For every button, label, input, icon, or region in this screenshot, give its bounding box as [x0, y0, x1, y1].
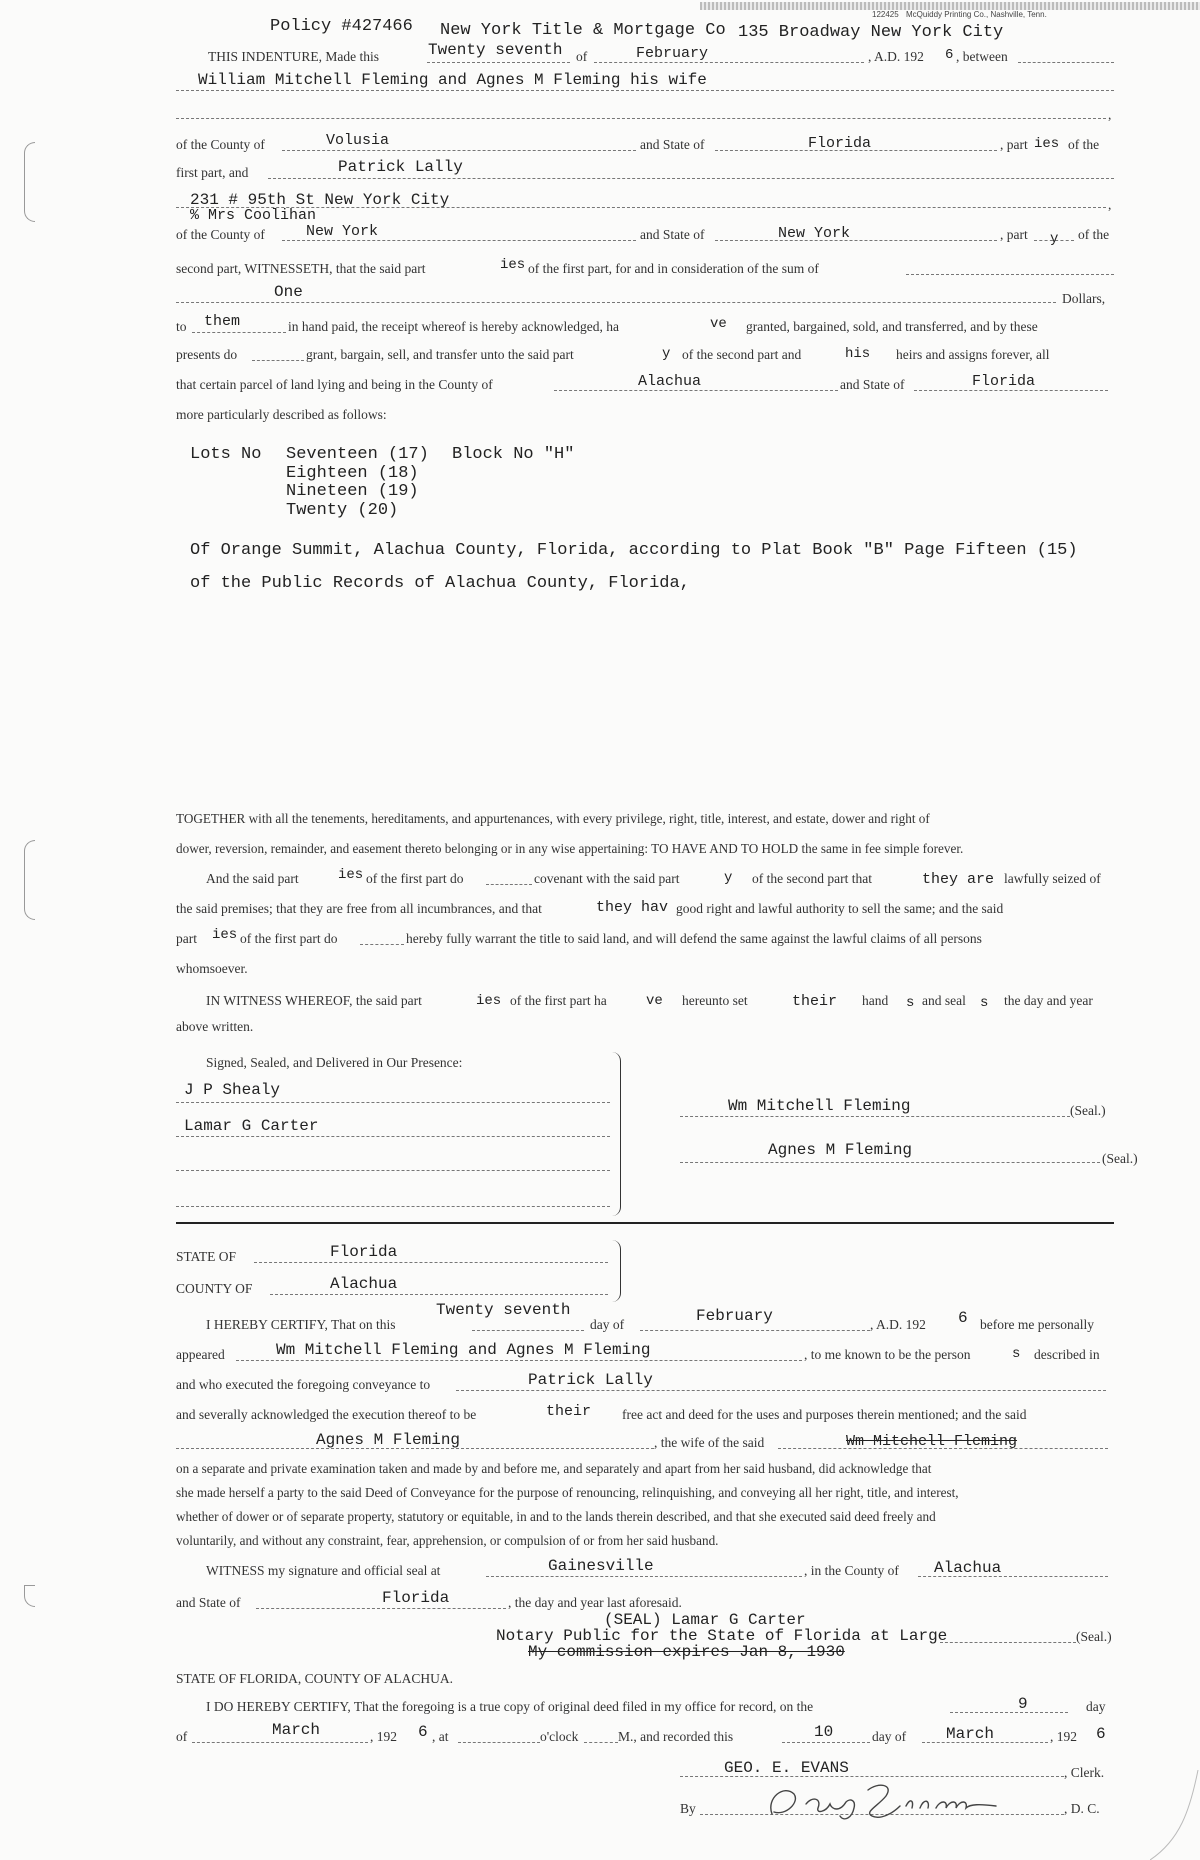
- witness-day-year: the day and year: [1004, 993, 1093, 1008]
- seal-label-2: (Seal.): [1102, 1151, 1138, 1166]
- indenture-between-label: , between: [956, 49, 1008, 64]
- described-label: more particularly described as follows:: [176, 407, 387, 422]
- signer-2: Agnes M Fleming: [768, 1141, 913, 1159]
- ack-day-label: day of: [590, 1317, 625, 1332]
- ack-executed-label: and who executed the foregoing conveyance to: [176, 1377, 431, 1392]
- grantor-state: Florida: [808, 135, 872, 152]
- filed-year-digit: 6: [418, 1723, 428, 1741]
- party-label: , part: [1000, 137, 1028, 152]
- ack-county: Alachua: [330, 1275, 398, 1293]
- witness-ies: ies: [476, 993, 502, 1009]
- state-label-2: and State of: [640, 227, 705, 242]
- covenant-label: And the said part: [206, 871, 299, 886]
- witness-signature-2: Lamar G Carter: [184, 1117, 319, 1135]
- recorded-label: M., and recorded this: [618, 1729, 734, 1744]
- seal-label-1: (Seal.): [1070, 1103, 1106, 1118]
- state-label: and State of: [640, 137, 705, 152]
- recorded-day: 10: [814, 1723, 834, 1741]
- deputy-clerk-signature: [760, 1776, 1020, 1826]
- presents-heirs: heirs and assigns forever, all: [896, 347, 1050, 362]
- of-the-label: of the: [1068, 137, 1100, 152]
- section-rule: [176, 1222, 1114, 1224]
- notary-seal-label: (Seal.): [1076, 1629, 1112, 1644]
- premises-authority: good right and lawful authority to sell the same; and the said: [676, 901, 1004, 916]
- witness-hereunto: hereunto set: [682, 993, 748, 1008]
- parcel-county: Alachua: [638, 373, 702, 390]
- notary-seal-name: (SEAL) Lamar G Carter: [604, 1611, 806, 1629]
- ack-day: Twenty seventh: [436, 1301, 571, 1319]
- ack-paragraph-2: she made herself a party to the said Deed of Conveyance for the purpose of renouncing, relinquishing, and conveying all her right, title, and interest,: [176, 1485, 959, 1500]
- lot-4: Twenty (20): [286, 501, 399, 520]
- witness-first-part: of the first part ha: [510, 993, 607, 1008]
- ack-state: Florida: [330, 1243, 398, 1261]
- covenant-y: y: [724, 870, 733, 886]
- ack-month: February: [696, 1307, 773, 1325]
- consideration-sum: One: [274, 283, 303, 301]
- witness-s1: s: [906, 995, 915, 1011]
- ack-in-county: Alachua: [934, 1559, 1002, 1577]
- warrant-ies: ies: [212, 927, 238, 943]
- ack-brace: [612, 1240, 621, 1302]
- binder-mark-bottom: [24, 1585, 35, 1607]
- recorded-year-digit: 6: [1096, 1725, 1106, 1743]
- witnesseth-consideration: of the first part, for and in consideration of the sum of: [528, 261, 819, 276]
- presents-y: y: [662, 346, 671, 362]
- grantee-county: New York: [306, 223, 379, 240]
- title-company: New York Title & Mortgage Co: [440, 21, 726, 40]
- ack-wife: Agnes M Fleming: [316, 1431, 461, 1449]
- of-the-label-2: of the: [1078, 227, 1110, 242]
- county-label-2: of the County of: [176, 227, 265, 242]
- recording-certify: I DO HEREBY CERTIFY, That the foregoing is a true copy of original deed filed in my office for record, on the: [206, 1699, 814, 1714]
- presents-second-part: of the second part and: [682, 347, 802, 362]
- lot-2: Eighteen (18): [286, 464, 419, 483]
- notary-commission: My commission expires Jan 8, 1930: [528, 1643, 845, 1661]
- filed-month: March: [272, 1721, 321, 1739]
- party-label-2: , part: [1000, 227, 1028, 242]
- warrant-first-part: of the first part do: [240, 931, 338, 946]
- grantee-party-suffix: y: [1050, 231, 1059, 247]
- covenant-second-part: of the second part that: [752, 871, 872, 886]
- witness-signature-1: J P Shealy: [184, 1081, 281, 1099]
- ack-paragraph-4: voluntarily, and without any constraint, fear, apprehension, or compulsion of or from her said husband.: [176, 1533, 719, 1548]
- indenture-month: February: [636, 45, 709, 62]
- signer-1: Wm Mitchell Fleming: [728, 1097, 911, 1115]
- ack-wife-label: , the wife of the said: [654, 1435, 765, 1450]
- recorded-month: March: [946, 1725, 995, 1743]
- dollars-label: Dollars,: [1062, 291, 1106, 306]
- ack-appeared-label: appeared: [176, 1347, 225, 1362]
- filed-day: 9: [1018, 1695, 1028, 1713]
- ack-described-in: described in: [1034, 1347, 1100, 1362]
- recording-heading: STATE OF FLORIDA, COUNTY OF ALACHUA.: [176, 1671, 454, 1686]
- ack-certify-label: I HEREBY CERTIFY, That on this: [206, 1317, 396, 1332]
- clerk-name: GEO. E. EVANS: [724, 1759, 849, 1777]
- warrant-text: hereby fully warrant the title to said land, and will defend the same against the lawful claims of all persons: [406, 931, 982, 946]
- party-suffix: ies: [1034, 136, 1060, 152]
- notary-title: Notary Public for the State of Florida at Large: [496, 1627, 948, 1645]
- recorded-day-of-label: day of: [872, 1729, 907, 1744]
- grantor-names: William Mitchell Fleming and Agnes M Fleming his wife: [198, 71, 707, 89]
- indenture-label: THIS INDENTURE, Made this: [208, 49, 379, 64]
- binder-mark-top: [24, 142, 35, 222]
- description-line-1: Of Orange Summit, Alachua County, Florida, according to Plat Book "B" Page Fifteen (15): [190, 541, 1078, 560]
- filed-at-label: , at: [432, 1729, 449, 1744]
- parcel-label: that certain parcel of land lying and being in the County of: [176, 377, 493, 392]
- grantor-county: Volusia: [326, 132, 390, 149]
- ack-known-label: , to me known to be the person: [804, 1347, 971, 1362]
- ack-severally-label: and severally acknowledged the execution thereof to be: [176, 1407, 477, 1422]
- covenant-with: covenant with the said part: [534, 871, 680, 886]
- ack-ad-label: , A.D. 192: [870, 1317, 926, 1332]
- lot-3: Nineteen (19): [286, 482, 419, 501]
- premises-label: the said premises; that they are free from all incumbrances, and that: [176, 901, 542, 916]
- consideration-payee: them: [204, 313, 241, 330]
- filed-year-label: , 192: [370, 1729, 397, 1744]
- description-line-2: of the Public Records of Alachua County, Florida,: [190, 574, 690, 593]
- witnesseth-label: second part, WITNESSETH, that the said part: [176, 261, 426, 276]
- covenant-first-part: of the first part do: [366, 871, 464, 886]
- ack-year-digit: 6: [958, 1309, 968, 1327]
- witness-seal: and seal: [922, 993, 966, 1008]
- presents-his: his: [845, 346, 871, 362]
- witness-ve: ve: [646, 993, 663, 1009]
- company-address: 135 Broadway New York City: [738, 23, 1004, 42]
- county-label: of the County of: [176, 137, 265, 152]
- page-corner-curl: [1150, 1770, 1200, 1860]
- ack-and-state: Florida: [382, 1589, 450, 1607]
- lot-1: Seventeen (17): [286, 445, 429, 464]
- warrant-part-label: part: [176, 931, 197, 946]
- comma: ,: [1108, 107, 1112, 122]
- receipt-granted: granted, bargained, sold, and transferred, and by these: [746, 319, 1038, 334]
- policy-number: Policy #427466: [270, 17, 413, 36]
- first-part-label: first part, and: [176, 165, 249, 180]
- clerk-label: , Clerk.: [1064, 1765, 1105, 1780]
- ack-and-state-label: and State of: [176, 1595, 241, 1610]
- ack-paragraph-3: whether of dower or of separate property, statutory or equitable, in and to the lands therein described, and that she executed said deed freely and: [176, 1509, 936, 1524]
- to-label: to: [176, 319, 187, 334]
- whomsoever: whomsoever.: [176, 961, 248, 976]
- block-number: Block No "H": [452, 445, 575, 464]
- indenture-day: Twenty seventh: [428, 41, 563, 59]
- binder-mark-middle: [24, 840, 35, 920]
- top-border-band: [700, 2, 1200, 10]
- ack-free-act: free act and deed for the uses and purposes therein mentioned; and the said: [622, 1407, 1027, 1422]
- printer-imprint: McQuiddy Printing Co., Nashville, Tenn.: [906, 10, 1047, 19]
- indenture-of-label: of: [576, 49, 588, 64]
- ack-witness-label: WITNESS my signature and official seal at: [206, 1563, 441, 1578]
- indenture-year-digit: 6: [945, 47, 954, 63]
- grantee-address-1: 231 # 95th St New York City: [190, 191, 450, 209]
- ack-county-label: COUNTY OF: [176, 1281, 253, 1296]
- covenant-ies: ies: [338, 867, 364, 883]
- receipt-ve: ve: [710, 316, 727, 332]
- ack-paragraph-1: on a separate and private examination taken and made by and before me, and separately and apart from her said husband, did acknowledge that: [176, 1461, 932, 1476]
- witness-their: their: [792, 993, 838, 1010]
- ack-day-year-label: , the day and year last aforesaid.: [508, 1595, 682, 1610]
- comma: ,: [1108, 197, 1112, 212]
- lots-label: Lots No: [190, 445, 262, 464]
- witnesseth-suffix: ies: [500, 257, 526, 273]
- ack-husband: Wm Mitchell Fleming: [846, 1433, 1018, 1450]
- indenture-ad-label: , A.D. 192: [868, 49, 924, 64]
- parcel-state-label: and State of: [840, 377, 905, 392]
- recorded-year-label: , 192: [1050, 1729, 1077, 1744]
- deputy-label: , D. C.: [1064, 1801, 1100, 1816]
- oclock-label: o'clock: [540, 1729, 579, 1744]
- parcel-state: Florida: [972, 373, 1036, 390]
- together-line-2: dower, reversion, remainder, and easement thereto belonging or in any wise appertaining: TO HAVE AND TO HOLD the same in fee simple forever.: [176, 841, 964, 856]
- above-written: above written.: [176, 1019, 254, 1034]
- covenant-seized: lawfully seized of: [1004, 871, 1101, 886]
- receipt-label: in hand paid, the receipt whereof is hereby acknowledged, ha: [288, 319, 619, 334]
- presents-label: presents do: [176, 347, 238, 362]
- signature-brace: [612, 1052, 621, 1216]
- filed-of-label: of: [176, 1729, 188, 1744]
- premises-they-have: they hav: [596, 899, 669, 916]
- ack-place: Gainesville: [548, 1557, 654, 1575]
- by-label: By: [680, 1801, 696, 1816]
- covenant-they-are: they are: [922, 871, 995, 888]
- witness-whereof: IN WITNESS WHEREOF, the said part: [206, 993, 422, 1008]
- ack-severally-their: their: [546, 1403, 592, 1420]
- presence-label: Signed, Sealed, and Delivered in Our Presence:: [206, 1055, 463, 1070]
- witness-hand: hand: [862, 993, 889, 1008]
- ack-before-me: before me personally: [980, 1317, 1094, 1332]
- printer-code: 122425: [872, 10, 899, 19]
- grantee-address-2: % Mrs Coolihan: [190, 207, 317, 224]
- ack-appeared: Wm Mitchell Fleming and Agnes M Fleming: [276, 1341, 651, 1359]
- presents-grant: grant, bargain, sell, and transfer unto the said part: [306, 347, 574, 362]
- ack-in-county-label: , in the County of: [804, 1563, 899, 1578]
- ack-known-s: s: [1012, 1346, 1021, 1362]
- together-line-1: TOGETHER with all the tenements, hereditaments, and appurtenances, with every privilege, right, title, interest, and estate, dower and right of: [176, 811, 930, 826]
- filed-day-label: day: [1086, 1699, 1106, 1714]
- ack-state-label: STATE OF: [176, 1249, 237, 1264]
- witness-s2: s: [980, 995, 989, 1011]
- ack-executed-to: Patrick Lally: [528, 1371, 653, 1389]
- grantee-name: Patrick Lally: [338, 158, 463, 176]
- grantee-state: New York: [778, 225, 851, 242]
